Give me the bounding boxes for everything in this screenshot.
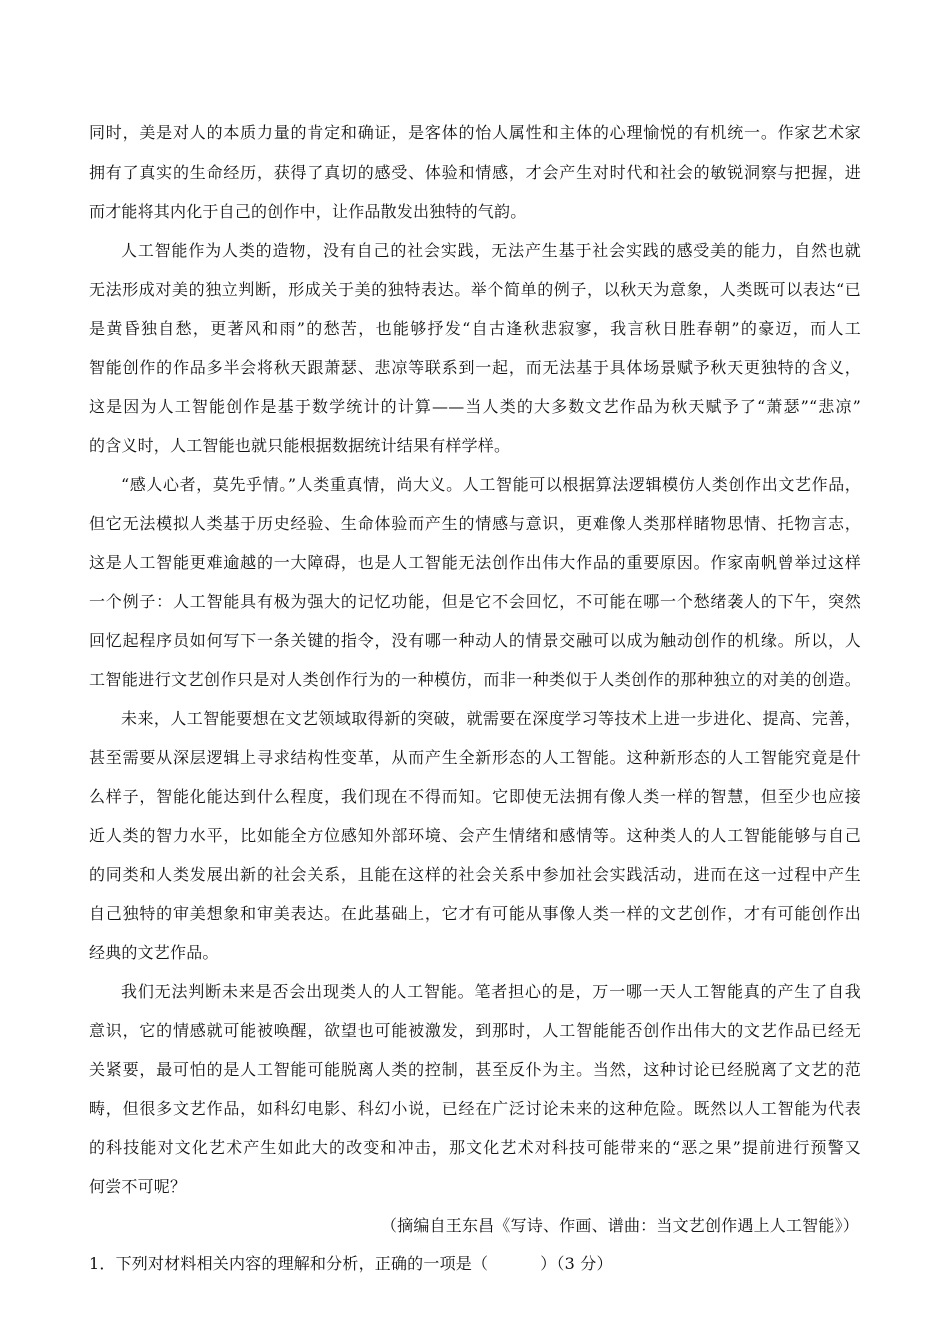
paragraph-3-line-6: 工智能进行文艺创作只是对人类创作行为的一种模仿，而非一种类似于人类创作的那种独立的对美的创造。	[89, 670, 861, 689]
paragraph-5-line-4: 畴，但很多文艺作品，如科幻电影、科幻小说，已经在广泛讨论未来的这种危险。既然以人工智能为代表	[89, 1099, 861, 1118]
question-1-suffix: ）（3 分）	[540, 1254, 613, 1273]
paragraph-5-line-5: 的科技能对文化艺术产生如此大的改变和冲击，那文化艺术对科技可能带来的“恶之果”提前进行预警又	[89, 1138, 861, 1157]
paragraph-2-line-4: 智能创作的作品多半会将秋天跟萧瑟、悲凉等联系到一起，而无法基于具体场景赋予秋天更独特的含义，	[89, 358, 861, 377]
paragraph-2-line-1: 人工智能作为人类的造物，没有自己的社会实践，无法产生基于社会实践的感受美的能力，自然也就	[121, 241, 861, 260]
paragraph-4-line-1: 未来，人工智能要想在文艺领域取得新的突破，就需要在深度学习等技术上进一步进化、提高、完善，	[121, 709, 861, 728]
paragraph-5-line-6: 何尝不可呢？	[89, 1177, 187, 1196]
paragraph-5-line-2: 意识，它的情感就可能被唤醒，欲望也可能被激发，到那时，人工智能能否创作出伟大的文艺作品已经无	[89, 1021, 861, 1040]
paragraph-4-line-5: 的同类和人类发展出新的社会关系，且能在这样的社会关系中参加社会实践活动，进而在这一过程中产生	[89, 865, 861, 884]
paragraph-4-line-7: 经典的文艺作品。	[89, 943, 219, 962]
paragraph-5-line-3: 关紧要，最可怕的是人工智能可能脱离人类的控制，甚至反仆为主。当然，这种讨论已经脱离了文艺的范	[89, 1060, 861, 1079]
paragraph-1-line-1: 同时，美是对人的本质力量的肯定和确证，是客体的怡人属性和主体的心理愉悦的有机统一。作家艺术家	[89, 123, 861, 142]
paragraph-2-line-5: 这是因为人工智能创作是基于数学统计的计算——当人类的大多数文艺作品为秋天赋予了“萧瑟”“悲凉”	[89, 397, 861, 416]
question-1-prefix: 1．下列对材料相关内容的理解和分析，正确的一项是（	[89, 1254, 489, 1273]
paragraph-2-line-3: 是黄昏独自愁，更著风和雨”的愁苦，也能够抒发“自古逢秋悲寂寥，我言秋日胜春朝”的豪迈，而人工	[89, 319, 861, 338]
paragraph-4-line-2: 甚至需要从深层逻辑上寻求结构性变革，从而产生全新形态的人工智能。这种新形态的人工智能究竟是什	[89, 748, 861, 767]
paragraph-3-line-1: “感人心者，莫先乎情。”人类重真情，尚大义。人工智能可以根据算法逻辑模仿人类创作出文艺作品，	[121, 475, 861, 494]
paragraph-4-line-3: 么样子，智能化能达到什么程度，我们现在不得而知。它即使无法拥有像人类一样的智慧，但至少也应接	[89, 787, 861, 806]
paragraph-1-line-2: 拥有了真实的生命经历，获得了真切的感受、体验和情感，才会产生对时代和社会的敏锐洞察与把握，进	[89, 163, 861, 182]
paragraph-1-line-3: 而才能将其内化于自己的创作中，让作品散发出独特的气韵。	[89, 202, 527, 221]
paragraph-4-line-6: 自己独特的审美想象和审美表达。在此基础上，它才有可能从事像人类一样的文艺创作，才有可能创作出	[89, 904, 861, 923]
paragraph-3-line-5: 回忆起程序员如何写下一条关键的指令，没有哪一种动人的情景交融可以成为触动创作的机缘。所以，人	[89, 631, 861, 650]
paragraph-3-line-2: 但它无法模拟人类基于历史经验、生命体验而产生的情感与意识，更难像人类那样睹物思情、托物言志，	[89, 514, 861, 533]
paragraph-2-line-2: 无法形成对美的独立判断，形成关于美的独特表达。举个简单的例子，以秋天为意象，人类既可以表达“已	[89, 280, 861, 299]
paragraph-2-line-6: 的含义时，人工智能也就只能根据数据统计结果有样学样。	[89, 436, 511, 455]
paragraph-3-line-4: 一个例子：人工智能具有极为强大的记忆功能，但是它不会回忆，不可能在哪一个愁绪袭人的下午，突然	[89, 592, 861, 611]
paragraph-3-line-3: 这是人工智能更难逾越的一大障碍，也是人工智能无法创作出伟大作品的重要原因。作家南帆曾举过这样	[89, 553, 861, 572]
question-1	[89, 1254, 613, 1274]
paragraph-4-line-4: 近人类的智力水平，比如能全方位感知外部环境、会产生情绪和感情等。这种类人的人工智能能够与自己	[89, 826, 861, 845]
paragraph-5-line-1: 我们无法判断未来是否会出现类人的人工智能。笔者担心的是，万一哪一天人工智能真的产生了自我	[121, 982, 861, 1001]
article-source: （摘编自王东昌《写诗、作画、谱曲：当文艺创作遇上人工智能》）	[380, 1216, 859, 1235]
